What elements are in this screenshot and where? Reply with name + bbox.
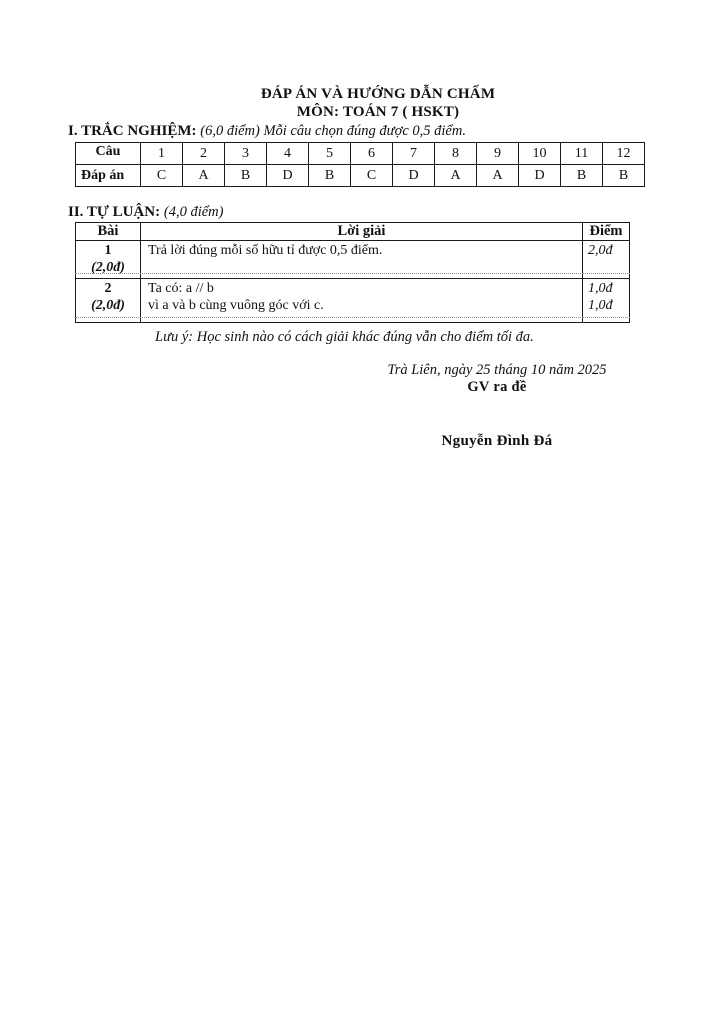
essay-row1-bai-number: 1 bbox=[104, 243, 112, 258]
essay-row2-bai-cell bbox=[76, 279, 141, 323]
essay-row2-solution-cell bbox=[141, 279, 583, 323]
essay-row1-points-cell bbox=[583, 241, 630, 279]
essay-row1-points-line: 2,0đ bbox=[588, 243, 613, 258]
essay-row2-points-cell bbox=[583, 279, 630, 323]
signature-role-line: GV ra đề bbox=[467, 379, 527, 395]
mc-answer-row-label: Đáp án bbox=[76, 165, 141, 187]
essay-row2-solution-line: vì a và b cùng vuông góc với c. bbox=[148, 298, 324, 313]
essay-header-row bbox=[76, 223, 630, 241]
mc-answer-cell: A bbox=[183, 165, 225, 187]
essay-row1-solution-line: Trả lời đúng mỗi số hữu tỉ được 0,5 điểm. bbox=[148, 243, 383, 258]
mc-answer-cell: D bbox=[267, 165, 309, 187]
essay-row2-bai-points: (2,0đ) bbox=[91, 298, 125, 313]
mc-answer-cell: C bbox=[141, 165, 183, 187]
mc-question-cell: 12 bbox=[603, 143, 645, 165]
mc-question-row bbox=[76, 143, 645, 165]
essay-row1-bai-cell bbox=[76, 241, 141, 279]
mc-question-row-label: Câu bbox=[76, 143, 141, 165]
essay-header-diem: Điểm bbox=[583, 223, 630, 241]
document-title-block bbox=[32, 85, 724, 121]
essay-header-loigiai: Lời giải bbox=[141, 223, 583, 241]
mc-answer-cell: D bbox=[519, 165, 561, 187]
mc-question-cell: 3 bbox=[225, 143, 267, 165]
mc-answer-cell: C bbox=[351, 165, 393, 187]
mc-question-cell: 11 bbox=[561, 143, 603, 165]
mc-answer-cell: D bbox=[393, 165, 435, 187]
signature-block bbox=[355, 361, 639, 450]
multiple-choice-answer-table bbox=[75, 142, 645, 187]
signature-name: Nguyễn Đình Đá bbox=[441, 433, 553, 449]
mc-question-cell: 5 bbox=[309, 143, 351, 165]
essay-row-1 bbox=[76, 241, 630, 279]
essay-row1-solution-cell bbox=[141, 241, 583, 279]
section2-heading-subtitle: (4,0 điểm) bbox=[163, 204, 224, 220]
essay-answer-table bbox=[75, 222, 630, 323]
essay-row-2 bbox=[76, 279, 630, 323]
grading-note: Lưu ý: Học sinh nào có cách giải khác đúng vẫn cho điểm tối đa. bbox=[155, 329, 534, 345]
essay-row1-bai-points: (2,0đ) bbox=[91, 260, 125, 275]
signature-date-line: Trà Liên, ngày 25 tháng 10 năm 2025 bbox=[387, 362, 607, 378]
mc-answer-cell: A bbox=[435, 165, 477, 187]
essay-row2-points-line: 1,0đ bbox=[588, 281, 613, 296]
mc-answer-cell: B bbox=[603, 165, 645, 187]
mc-question-cell: 4 bbox=[267, 143, 309, 165]
mc-answer-cell: A bbox=[477, 165, 519, 187]
essay-row2-bai-number: 2 bbox=[104, 281, 112, 296]
section1-heading-subtitle: (6,0 điểm) Mỗi câu chọn đúng được 0,5 điểm. bbox=[200, 123, 466, 139]
mc-answer-row bbox=[76, 165, 645, 187]
section2-heading-label: II. TỰ LUẬN: bbox=[68, 204, 161, 220]
mc-answer-cell: B bbox=[561, 165, 603, 187]
mc-question-cell: 7 bbox=[393, 143, 435, 165]
mc-question-cell: 6 bbox=[351, 143, 393, 165]
section1-heading-label: I. TRẮC NGHIỆM: bbox=[68, 123, 197, 139]
essay-row2-points-line: 1,0đ bbox=[588, 298, 613, 313]
essay-header-bai: Bài bbox=[76, 223, 141, 241]
mc-answer-cell: B bbox=[309, 165, 351, 187]
document-title-line2: MÔN: TOÁN 7 ( HSKT) bbox=[296, 104, 460, 120]
mc-question-cell: 1 bbox=[141, 143, 183, 165]
mc-question-cell: 8 bbox=[435, 143, 477, 165]
document-title-line1: ĐÁP ÁN VÀ HƯỚNG DẪN CHẤM bbox=[260, 86, 496, 102]
mc-question-cell: 9 bbox=[477, 143, 519, 165]
mc-question-cell: 2 bbox=[183, 143, 225, 165]
section2-heading bbox=[68, 204, 223, 221]
mc-question-cell: 10 bbox=[519, 143, 561, 165]
essay-row2-solution-line: Ta có: a // b bbox=[148, 281, 214, 296]
section1-heading bbox=[68, 123, 466, 140]
mc-answer-cell: B bbox=[225, 165, 267, 187]
